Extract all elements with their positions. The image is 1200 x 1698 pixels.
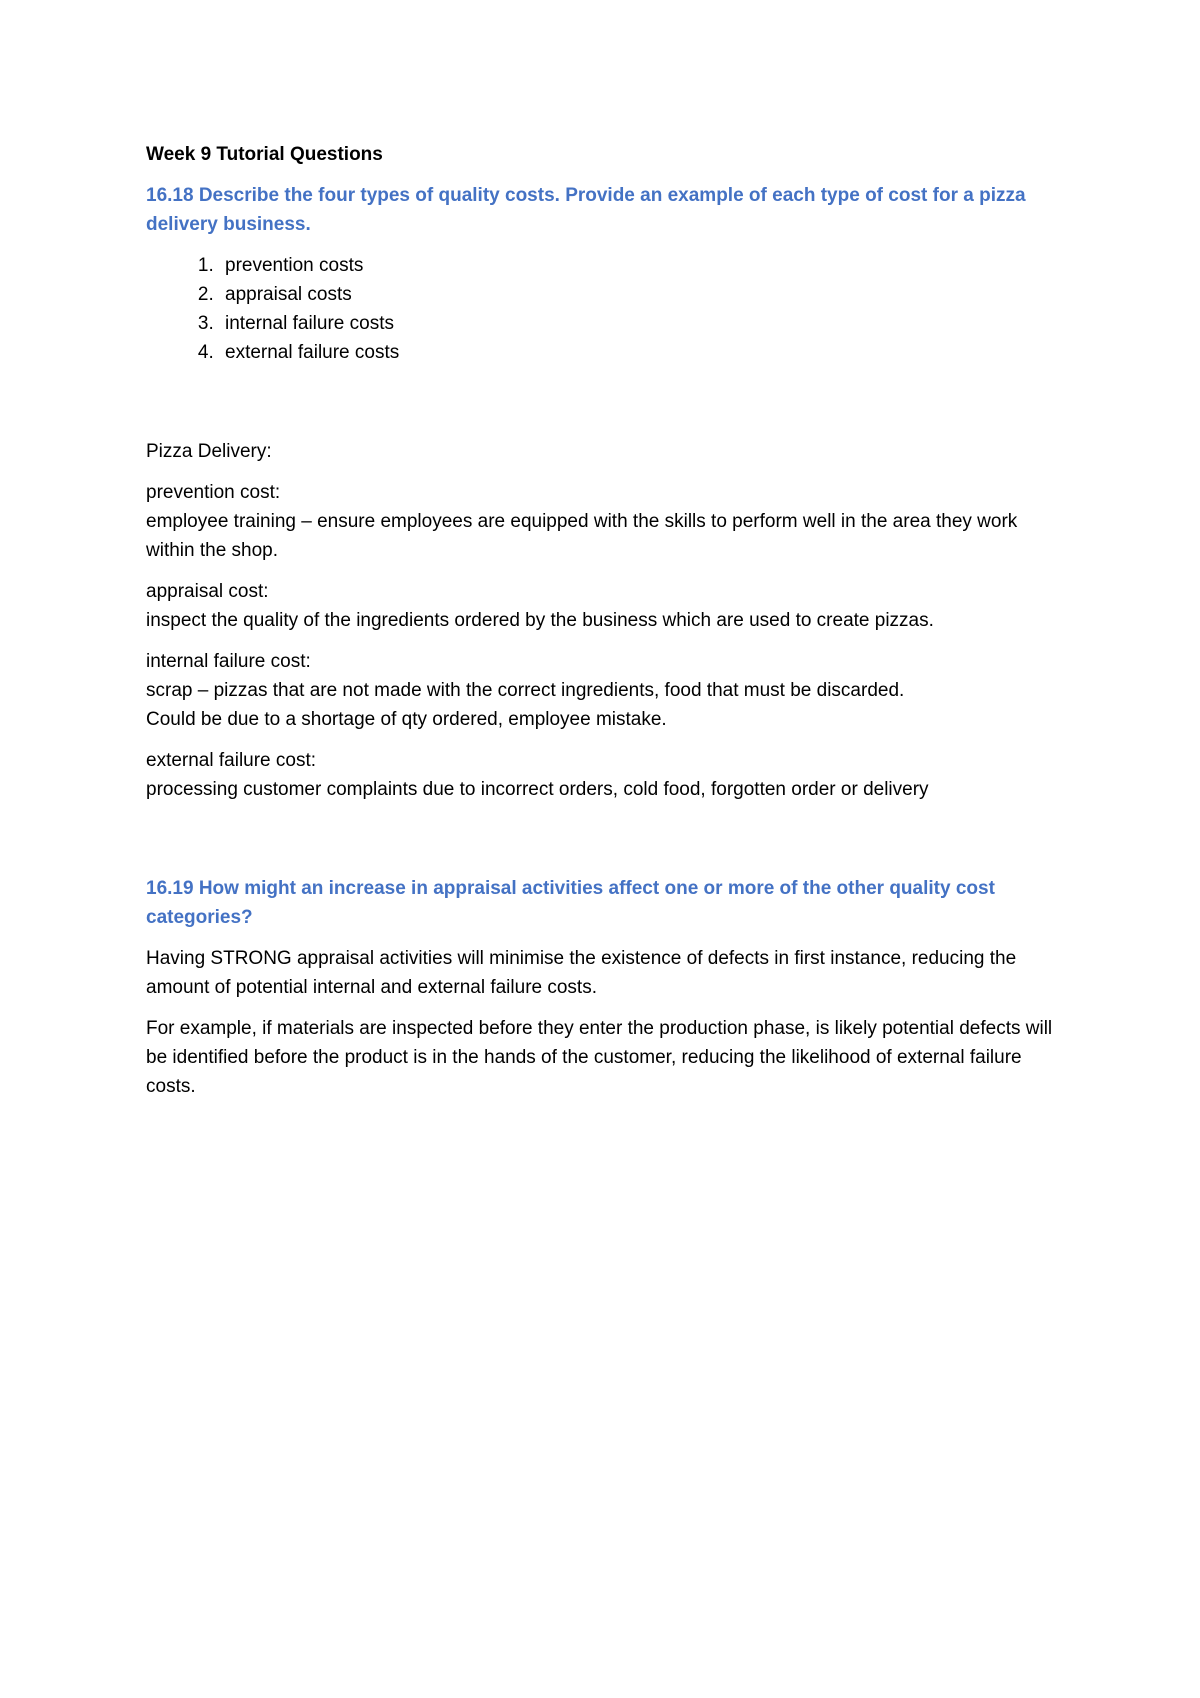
- cost-label: external failure cost:: [146, 750, 317, 771]
- cost-text: processing customer complaints due to incorrect orders, cold food, forgotten order or delivery: [146, 779, 929, 800]
- document-page: [146, 140, 1066, 1113]
- list-item: 4. external failure costs: [219, 338, 1066, 367]
- answer-paragraph: For example, if materials are inspected before they enter the production phase, is likely potential defects will be identified before the product is in the hands of the customer, reducing the likelihood of external failure costs.: [146, 1018, 1053, 1097]
- cost-text: employee training – ensure employees are equipped with the skills to perform well in the area they work within the shop.: [146, 511, 1018, 561]
- document-title: Week 9 Tutorial Questions: [146, 144, 383, 165]
- external-failure-cost-block: [146, 746, 1066, 804]
- cost-label: prevention cost:: [146, 482, 281, 503]
- cost-label: appraisal cost:: [146, 581, 269, 602]
- cost-text: inspect the quality of the ingredients ordered by the business which are used to create pizzas.: [146, 610, 934, 631]
- list-item: 3. internal failure costs: [219, 309, 1066, 338]
- question-16-18-heading: 16.18 Describe the four types of quality costs. Provide an example of each type of cost for a pizza delivery business.: [146, 185, 1026, 235]
- cost-label: internal failure cost:: [146, 651, 311, 672]
- list-item: 1. prevention costs: [219, 251, 1066, 280]
- spacer: [146, 816, 1066, 874]
- answer-paragraph: Having STRONG appraisal activities will minimise the existence of defects in first instance, reducing the amount of potential internal and external failure costs.: [146, 948, 1017, 998]
- appraisal-cost-block: [146, 577, 1066, 635]
- pizza-delivery-label: Pizza Delivery:: [146, 441, 272, 462]
- question-16-19-heading: 16.19 How might an increase in appraisal activities affect one or more of the other quality cost categories?: [146, 878, 995, 928]
- prevention-cost-block: [146, 478, 1066, 565]
- internal-failure-cost-block: [146, 647, 1066, 734]
- cost-text: Could be due to a shortage of qty ordered, employee mistake.: [146, 709, 667, 730]
- cost-text: scrap – pizzas that are not made with the correct ingredients, food that must be discarded.: [146, 680, 905, 701]
- list-item: 2. appraisal costs: [219, 280, 1066, 309]
- quality-cost-types-list: [146, 251, 1066, 367]
